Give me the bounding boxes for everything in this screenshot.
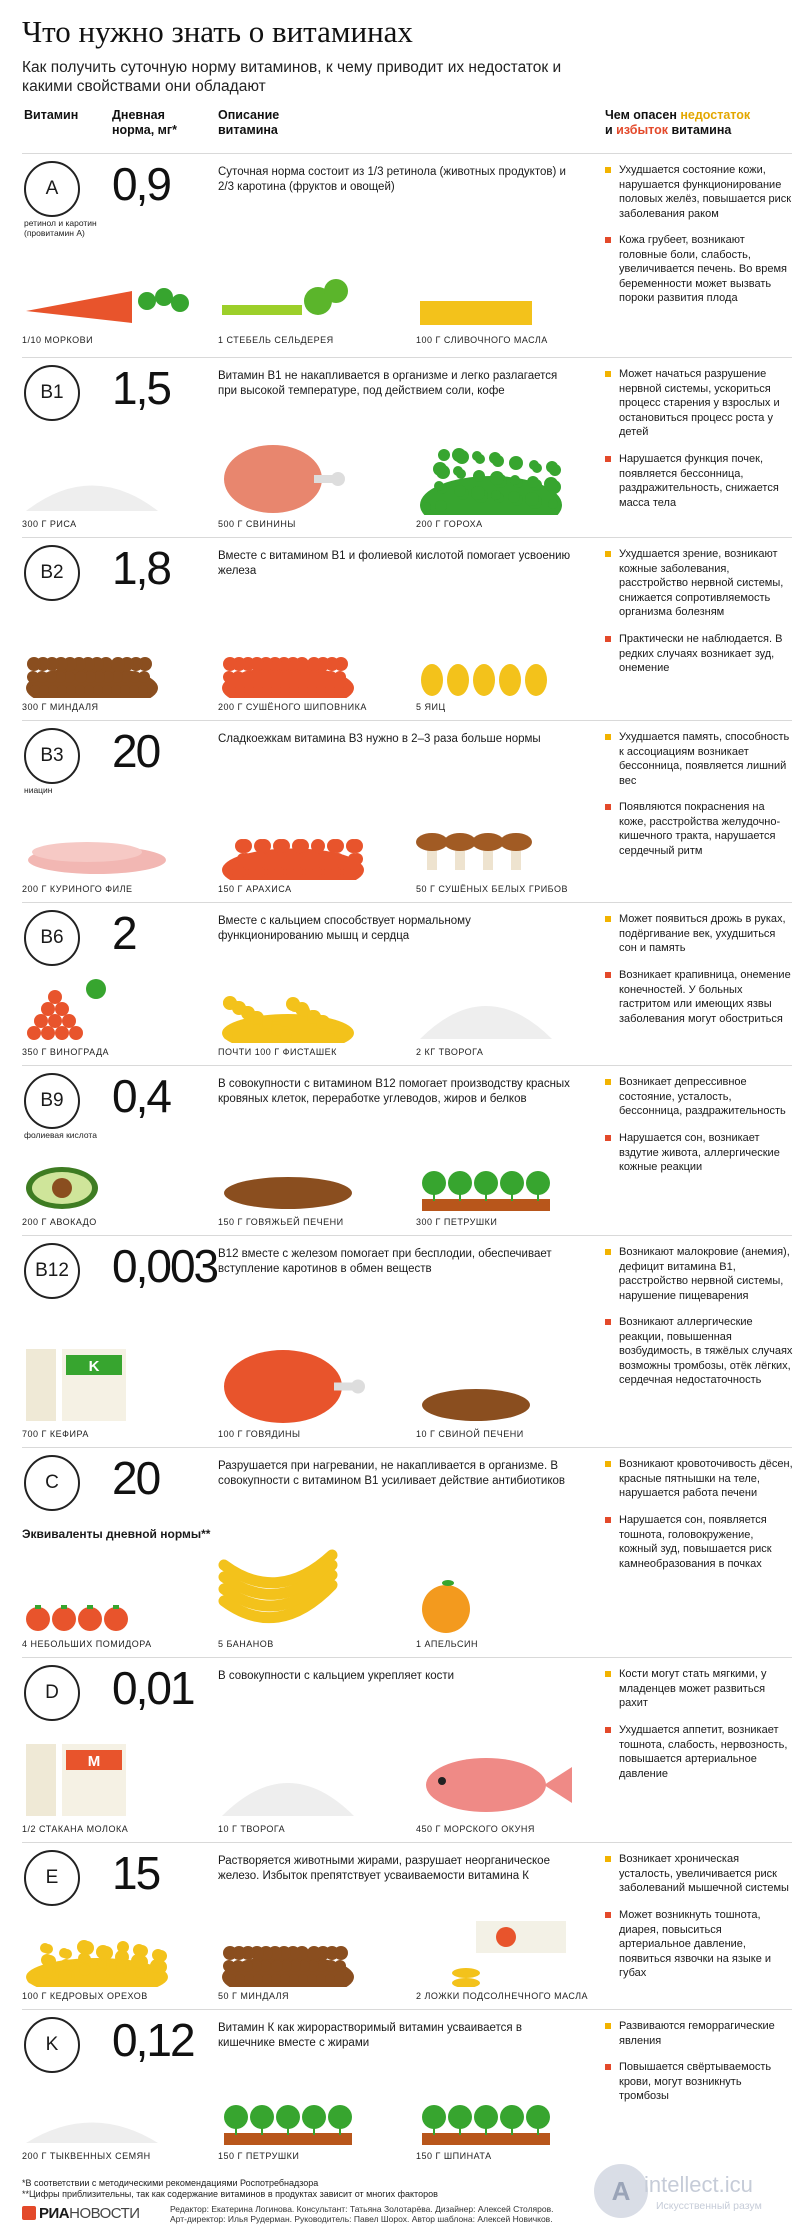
food-caption: 300 Г ПЕТРУШКИ xyxy=(416,1217,498,1227)
food-caption: 50 Г МИНДАЛЯ xyxy=(218,1991,290,2001)
vitamin-description: Сладкоежкам витамина B3 нужно в 2–3 раза больше нормы xyxy=(218,733,541,745)
vitamin-badge: B3 xyxy=(24,728,80,784)
vitamin-badge: D xyxy=(24,1665,80,1721)
food-illustration xyxy=(218,825,368,885)
vitamin-description: Вместе с витамином B1 и фолиевой кислотой помогает усвоению железа xyxy=(218,550,571,577)
vitamin-badge: B9 xyxy=(24,1073,80,1129)
footnote-1: *В соответствии с методическими рекомендациями Роспотребнадзора xyxy=(22,2178,319,2188)
excess-bullet xyxy=(605,972,611,978)
excess-effect xyxy=(605,1131,793,1175)
food-caption: 1/2 СТАКАНА МОЛОКА xyxy=(22,1824,129,1834)
food-caption: 150 Г ШПИНАТА xyxy=(416,2151,492,2161)
excess-bullet xyxy=(605,1727,611,1733)
vitamin-subtitle: ретинол и каротин (провитамин А) xyxy=(24,218,97,238)
vitamin-description: Разрушается при нагревании, не накапливается в организме. В совокупности с витамином B1 усиливает действие антибиотиков xyxy=(218,1460,566,1487)
vitamin-description: Витамин К как жирорастворимый витамин усваивается в кишечнике вместе с жирами xyxy=(218,2022,522,2049)
food-illustration xyxy=(416,1917,576,1992)
food-caption: 500 Г СВИНИНЫ xyxy=(218,519,296,529)
header-vitamin: Витамин xyxy=(24,108,79,122)
vitamin-section-b1 xyxy=(0,357,811,537)
ria-logo-text: РИА xyxy=(39,2204,70,2222)
vitamin-description: Растворяется животными жирами, разрушает неорганическое железо. Избыток препятствует усваиваемости витамина К xyxy=(218,1855,550,1882)
food-illustration xyxy=(416,815,556,885)
excess-bullet xyxy=(605,237,611,243)
lack-text: Ухудшается память, способность к ассоциациям возникает бессонница, появляется лишний вес xyxy=(619,731,790,787)
lack-bullet xyxy=(605,1671,611,1677)
food-illustration xyxy=(416,281,536,336)
lack-bullet xyxy=(605,371,611,377)
section-divider xyxy=(22,1065,792,1066)
food-illustration xyxy=(22,460,162,520)
vitamin-description: Вместе с кальцием способствует нормальному функционированию мышц и сердца xyxy=(218,915,471,942)
daily-norm: 2 xyxy=(112,907,136,959)
excess-text: Нарушается сон, возникает вздутие живота, аллергические кожные реакции xyxy=(619,1132,780,1173)
excess-text: Повышается свёртываемость крови, могут возникнуть тромбозы xyxy=(619,2061,772,2102)
food-caption: 100 Г КЕДРОВЫХ ОРЕХОВ xyxy=(22,1991,148,2001)
excess-effect xyxy=(605,1723,793,1781)
daily-norm: 0,01 xyxy=(112,1662,194,1714)
vitamin-badge: A xyxy=(24,161,80,217)
food-illustration xyxy=(22,1163,102,1218)
vitamin-description: В совокупности с витамином B12 помогает производству красных кровяных клеток, переработке углеводов, жиров и белков xyxy=(218,1078,570,1105)
lack-text: Может появиться дрожь в руках, подёргивание век, ухудшиться сон и память xyxy=(619,913,786,954)
section-divider xyxy=(22,537,792,538)
header-norm: Дневная норма, мг* xyxy=(112,108,177,137)
food-caption: 5 БАНАНОВ xyxy=(218,1639,274,1649)
lack-effect xyxy=(605,912,793,956)
credits xyxy=(170,2204,640,2224)
lack-bullet xyxy=(605,2023,611,2029)
food-illustration xyxy=(218,1340,368,1430)
food-illustration xyxy=(416,445,566,520)
vitamin-description: B12 вместе с железом помогает при бесплодии, обеспечивает вступление каротинов в обмен веществ xyxy=(218,1248,552,1275)
excess-text: Кожа грубеет, возникают головные боли, слабость, увеличивается печень. Во время беременности может вызвать пороки развития плода xyxy=(619,234,788,304)
food-illustration xyxy=(416,1143,556,1218)
vitamin-subtitle: ниацин xyxy=(24,785,53,795)
excess-effect xyxy=(605,452,793,510)
daily-norm: 20 xyxy=(112,725,160,777)
vitamin-section-b9 xyxy=(0,1065,811,1235)
excess-bullet xyxy=(605,2064,611,2070)
vitamin-badge: B6 xyxy=(24,910,80,966)
food-caption: 4 НЕБОЛЬШИХ ПОМИДОРА xyxy=(22,1639,152,1649)
food-caption: 10 Г ТВОРОГА xyxy=(218,1824,286,1834)
watermark xyxy=(594,2160,811,2227)
vitamin-badge: K xyxy=(24,2017,80,2073)
food-caption: 350 Г ВИНОГРАДА xyxy=(22,1047,110,1057)
vitamin-badge: B2 xyxy=(24,545,80,601)
food-caption: 5 ЯИЦ xyxy=(416,702,446,712)
food-illustration xyxy=(22,1740,132,1825)
lack-effect xyxy=(605,547,793,620)
vitamin-section-b12 xyxy=(0,1235,811,1447)
food-caption: 200 Г ГОРОХА xyxy=(416,519,483,529)
food-caption: 200 Г АВОКАДО xyxy=(22,1217,97,1227)
food-illustration xyxy=(218,1750,358,1825)
header-description: Описание витамина xyxy=(218,108,280,137)
excess-bullet xyxy=(605,1319,611,1325)
page-subtitle: Как получить суточную норму витаминов, к чему приводит их недостаток и какими свойствами они обладают xyxy=(22,59,562,95)
food-caption: 200 Г КУРИНОГО ФИЛЕ xyxy=(22,884,133,894)
excess-text: Нарушается функция почек, появляется бессонница, раздражительность, снижается масса тела xyxy=(619,453,779,509)
lack-effect xyxy=(605,1245,793,1303)
food-illustration xyxy=(22,1937,172,1992)
vitamin-description: В совокупности с кальцием укрепляет кости xyxy=(218,1670,455,1682)
food-illustration xyxy=(218,993,358,1048)
food-caption: 300 Г МИНДАЛЯ xyxy=(22,702,99,712)
food-caption: 10 Г СВИНОЙ ПЕЧЕНИ xyxy=(416,1429,524,1439)
food-illustration xyxy=(416,1375,536,1430)
food-illustration xyxy=(218,435,348,520)
vitamin-section-b3 xyxy=(0,720,811,902)
equivalents-label: Эквиваленты дневной нормы** xyxy=(22,1527,211,1541)
section-divider xyxy=(22,902,792,903)
vitamin-section-e xyxy=(0,1842,811,2009)
section-divider xyxy=(22,357,792,358)
excess-effect xyxy=(605,1513,793,1571)
daily-norm: 0,9 xyxy=(112,158,170,210)
food-illustration xyxy=(416,643,556,703)
food-illustration xyxy=(218,1545,338,1640)
daily-norm: 0,12 xyxy=(112,2014,194,2066)
lack-effect xyxy=(605,1457,793,1501)
lack-text: Возникает хроническая усталость, увеличивается риск заболеваний мышечной системы xyxy=(619,1853,789,1894)
section-divider xyxy=(22,1235,792,1236)
daily-norm: 1,8 xyxy=(112,542,170,594)
food-illustration xyxy=(22,1585,132,1640)
excess-effect xyxy=(605,1315,793,1388)
vitamin-section-k xyxy=(0,2009,811,2169)
header-lack-word: недостаток xyxy=(680,108,751,122)
section-divider xyxy=(22,1447,792,1448)
food-caption: 1/10 МОРКОВИ xyxy=(22,335,94,345)
lack-text: Возникают малокровие (анемия), дефицит витамина B1, расстройство нервной системы, нарушение пищеварения xyxy=(619,1246,790,1302)
food-illustration xyxy=(218,2087,358,2152)
food-illustration xyxy=(22,973,112,1048)
food-illustration xyxy=(218,271,358,336)
food-caption: ПОЧТИ 100 Г ФИСТАШЕК xyxy=(218,1047,337,1057)
ria-logo-mark xyxy=(22,2206,36,2220)
header-excess-word: избыток xyxy=(616,123,669,137)
vitamin-description: Суточная норма состоит из 1/3 ретинола (животных продуктов) и 2/3 каротина (фруктов и овощей) xyxy=(218,166,566,193)
vitamin-section-d xyxy=(0,1657,811,1842)
lack-bullet xyxy=(605,1079,611,1085)
lack-effect xyxy=(605,1075,793,1119)
food-caption: 300 Г РИСА xyxy=(22,519,77,529)
food-illustration xyxy=(22,271,192,336)
excess-bullet xyxy=(605,804,611,810)
food-illustration xyxy=(416,973,556,1048)
watermark-text: intellect.icu xyxy=(644,2172,753,2197)
credits-line-2: Арт-директор: Илья Рудерман. Руководитель: Павел Шорох. Автор шаблона: Алексей Новичков. xyxy=(170,2214,553,2224)
vitamin-subtitle: фолиевая кислота xyxy=(24,1130,97,1140)
daily-norm: 20 xyxy=(112,1452,160,1504)
vitamin-section-b6 xyxy=(0,902,811,1065)
food-caption: 450 Г МОРСКОГО ОКУНЯ xyxy=(416,1824,535,1834)
food-caption: 200 Г ТЫКВЕННЫХ СЕМЯН xyxy=(22,2151,151,2161)
svg-text:K: K xyxy=(88,1358,100,1375)
vitamin-section-c xyxy=(0,1447,811,1657)
excess-bullet xyxy=(605,456,611,462)
excess-effect xyxy=(605,2060,793,2104)
food-caption: 150 Г ПЕТРУШКИ xyxy=(218,2151,300,2161)
excess-bullet xyxy=(605,636,611,642)
excess-effect xyxy=(605,1908,793,1981)
excess-bullet xyxy=(605,1912,611,1918)
excess-text: Возникает крапивница, онемение конечностей. У больных гастритом или имеющих язвы заболевания могут обостриться xyxy=(619,969,791,1025)
vitamin-badge: C xyxy=(24,1455,80,1511)
food-caption: 100 Г ГОВЯДИНЫ xyxy=(218,1429,301,1439)
food-illustration xyxy=(416,2087,556,2152)
excess-text: Ухудшается аппетит, возникает тошнота, слабость, нервозность, повышается артериальное давление xyxy=(619,1724,788,1780)
vitamin-badge: B1 xyxy=(24,365,80,421)
food-illustration xyxy=(22,2102,162,2152)
food-caption: 200 Г СУШЁНОГО ШИПОВНИКА xyxy=(218,702,367,712)
food-illustration xyxy=(218,643,358,703)
food-caption: 2 ЛОЖКИ ПОДСОЛНЕЧНОГО МАСЛА xyxy=(416,1991,588,2001)
lack-text: Возникает депрессивное состояние, усталость, бессонница, раздражительность xyxy=(619,1076,786,1117)
excess-text: Может возникнуть тошнота, диарея, повыситься артериальное давление, появиться язвочки на языке и губах xyxy=(619,1909,772,1979)
watermark-tagline: Искусственный разум xyxy=(656,2200,762,2212)
vitamin-badge: B12 xyxy=(24,1243,80,1299)
excess-text: Возникают аллергические реакции, повышенная возбудимость, в тяжёлых случаях возможны тромбозы, отёк лёгких, сердечная недостаточность xyxy=(619,1316,793,1386)
excess-effect xyxy=(605,233,793,306)
lack-text: Возникают кровоточивость дёсен, красные пятнышки на теле, нарушается работа печени xyxy=(619,1458,793,1499)
lack-text: Кости могут стать мягкими, у младенцев может развиться рахит xyxy=(619,1668,767,1709)
watermark-badge: A xyxy=(594,2164,648,2218)
food-caption: 1 АПЕЛЬСИН xyxy=(416,1639,478,1649)
lack-bullet xyxy=(605,551,611,557)
food-caption: 700 Г КЕФИРА xyxy=(22,1429,89,1439)
excess-effect xyxy=(605,800,793,858)
food-caption: 2 КГ ТВОРОГА xyxy=(416,1047,484,1057)
section-divider xyxy=(22,1657,792,1658)
lack-text: Может начаться разрушение нервной системы, ускориться процесс старения у взрослых и остановиться процесс роста у детей xyxy=(619,368,780,438)
section-divider xyxy=(22,1842,792,1843)
section-divider xyxy=(22,720,792,721)
daily-norm: 0,003 xyxy=(112,1240,218,1292)
food-illustration xyxy=(416,1575,476,1640)
lack-text: Ухудшается состояние кожи, нарушается функционирование половых желёз, повышается риск заболевания раком xyxy=(619,164,792,220)
vitamin-badge: E xyxy=(24,1850,80,1906)
page-title: Что нужно знать о витаминах xyxy=(22,14,413,49)
svg-text:M: M xyxy=(87,1753,101,1770)
excess-bullet xyxy=(605,1135,611,1141)
lack-effect xyxy=(605,367,793,440)
ria-logo xyxy=(22,2203,140,2223)
food-caption: 1 СТЕБЕЛЬ СЕЛЬДЕРЕЯ xyxy=(218,335,334,345)
daily-norm: 1,5 xyxy=(112,362,170,414)
excess-effect xyxy=(605,968,793,1026)
lack-text: Ухудшается зрение, возникают кожные заболевания, расстройство нервной системы, снижается сопротивляемость организма болезням xyxy=(619,548,784,618)
food-illustration xyxy=(218,1158,358,1218)
excess-text: Появляются покраснения на коже, расстройства желудочно-кишечного тракта, нарушается сердечный ритм xyxy=(619,801,781,857)
excess-bullet xyxy=(605,1517,611,1523)
excess-text: Нарушается сон, появляется тошнота, головокружение, кожный зуд, повышается риск камнеобразования в почках xyxy=(619,1514,772,1570)
lack-effect xyxy=(605,163,793,221)
novosti-logo-text: НОВОСТИ xyxy=(69,2204,140,2222)
food-caption: 150 Г ГОВЯЖЬЕЙ ПЕЧЕНИ xyxy=(218,1217,344,1227)
food-caption: 50 Г СУШЁНЫХ БЕЛЫХ ГРИБОВ xyxy=(416,884,568,894)
lack-effect xyxy=(605,1667,793,1711)
daily-norm: 0,4 xyxy=(112,1070,170,1122)
food-caption: 150 Г АРАХИСА xyxy=(218,884,292,894)
lack-text: Развиваются геморрагические явления xyxy=(619,2020,775,2047)
vitamin-section-a xyxy=(0,153,811,353)
header-danger: Чем опасен недостаток и избыток витамина xyxy=(605,108,751,137)
vitamin-description: Витамин B1 не накапливается в организме и легко разлагается при высокой температуре, под действием соли, кофе xyxy=(218,370,558,397)
lack-effect xyxy=(605,2019,793,2048)
credits-line-1: Редактор: Екатерина Логинова. Консультант: Татьяна Золотарёва. Дизайнер: Алексей Столяров. xyxy=(170,2204,554,2214)
food-illustration xyxy=(218,1932,358,1992)
lack-bullet xyxy=(605,1856,611,1862)
lack-effect xyxy=(605,730,793,788)
section-divider xyxy=(22,2009,792,2010)
lack-bullet xyxy=(605,167,611,173)
footnote-2: **Цифры приблизительны, так как содержание витаминов в продуктах зависит от многих факторов xyxy=(22,2189,438,2199)
food-illustration xyxy=(22,1345,132,1430)
lack-bullet xyxy=(605,1249,611,1255)
excess-effect xyxy=(605,632,793,676)
lack-effect xyxy=(605,1852,793,1896)
food-caption: 100 Г СЛИВОЧНОГО МАСЛА xyxy=(416,335,548,345)
vitamin-section-b2 xyxy=(0,537,811,720)
section-divider xyxy=(22,153,792,154)
excess-text: Практически не наблюдается. В редких случаях возникает зуд, онемение xyxy=(619,633,783,674)
food-illustration xyxy=(22,643,162,703)
food-illustration xyxy=(416,1750,576,1825)
lack-bullet xyxy=(605,916,611,922)
lack-bullet xyxy=(605,1461,611,1467)
daily-norm: 15 xyxy=(112,1847,160,1899)
food-illustration xyxy=(22,825,172,885)
lack-bullet xyxy=(605,734,611,740)
